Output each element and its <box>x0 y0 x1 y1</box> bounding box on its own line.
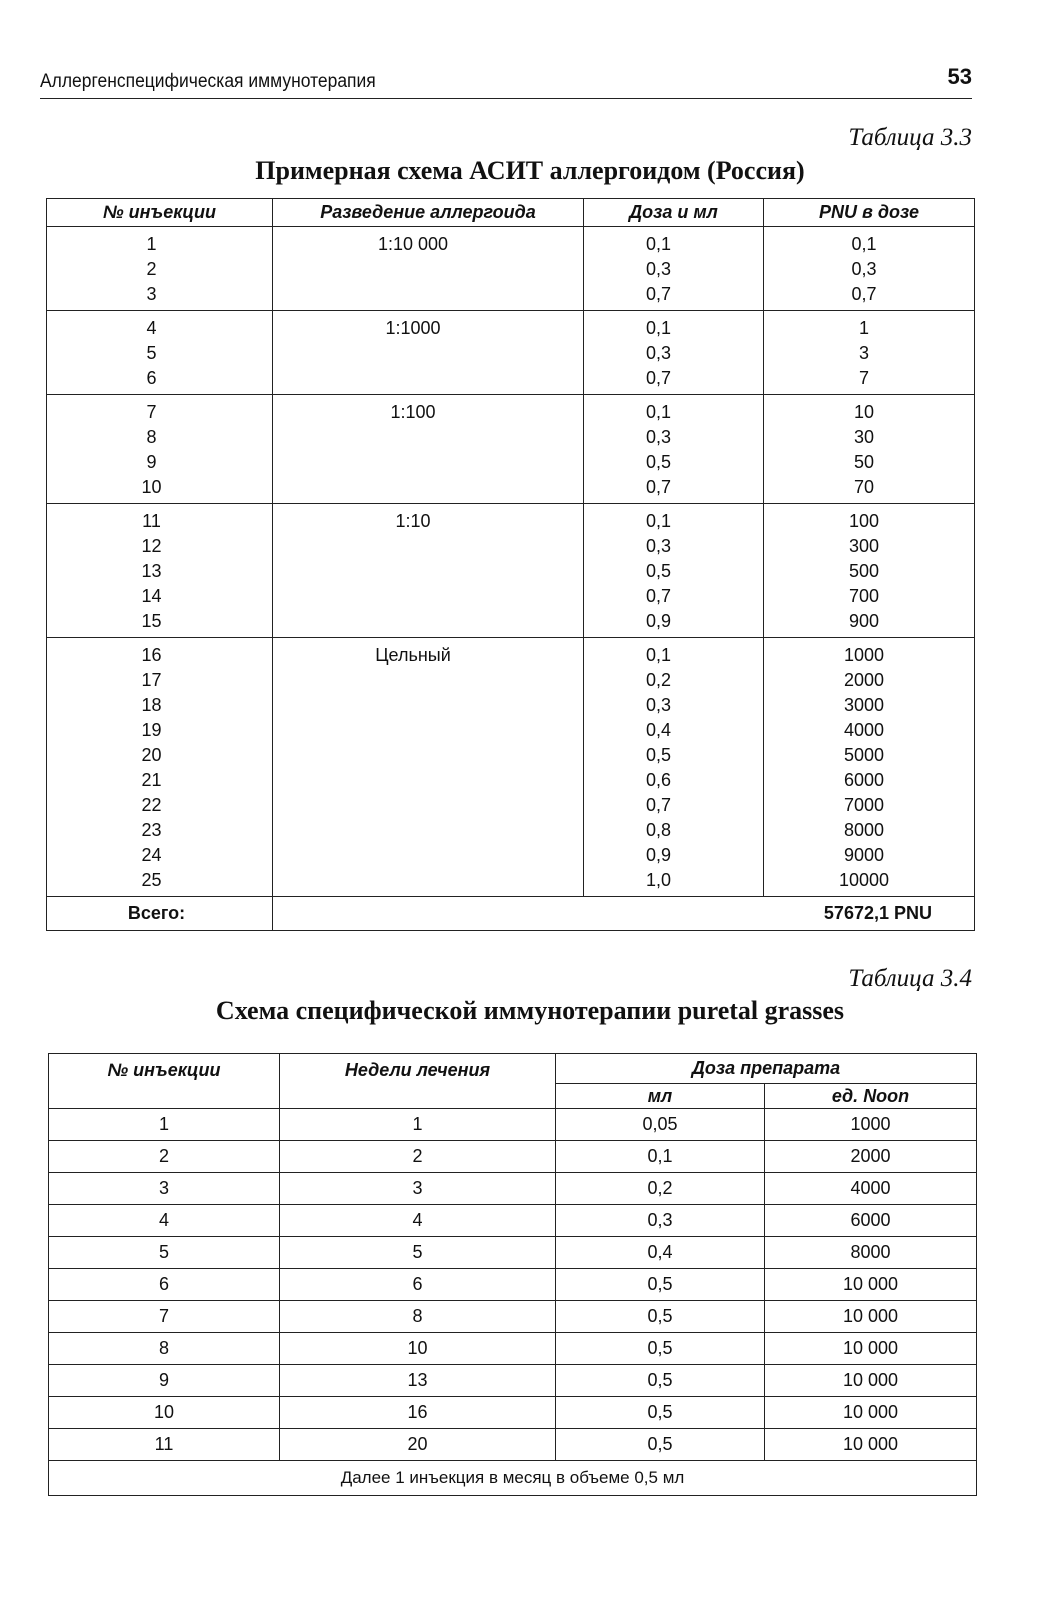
dose-cell-value: 0,5 <box>645 745 672 765</box>
dose-cell-value: 0,7 <box>645 284 672 304</box>
table-row <box>49 1205 977 1237</box>
dilution-value: 1:10 000 <box>377 234 449 254</box>
dose-cell-value: 0,1 <box>645 645 672 665</box>
pnu-cell-value: 1 <box>858 318 869 338</box>
dilution-value: 1:1000 <box>385 318 441 338</box>
dose-cell-value: 0,3 <box>645 259 672 279</box>
dose-cell <box>584 395 764 504</box>
injection-number-cell-value: 22 <box>141 795 162 815</box>
injection-number-cell-value: 15 <box>141 611 162 631</box>
pnu-cell-value: 5000 <box>843 745 885 765</box>
dose-cell-value: 0,9 <box>645 845 672 865</box>
pnu-cell-value: 0,1 <box>851 234 877 254</box>
injection-number-cell-value: 11 <box>142 511 161 531</box>
table-3-4-label: Таблица 3.4 <box>848 965 972 992</box>
dose-noon-cell: 1000 <box>765 1109 977 1141</box>
dose-cell <box>584 638 764 897</box>
dose-cell-value: 0,1 <box>645 318 672 338</box>
total-row <box>47 897 975 931</box>
col-header-dose-group: Доза препарата <box>556 1054 977 1084</box>
injection-number-cell <box>47 395 273 504</box>
week-cell: 8 <box>280 1301 556 1333</box>
dilution-group-row <box>47 227 975 311</box>
pnu-cell-value: 70 <box>853 477 875 497</box>
injection-number-cell-value: 24 <box>141 845 162 865</box>
injection-number-cell: 1 <box>49 1109 280 1141</box>
dilution-group-row <box>47 311 975 395</box>
dose-ml-cell: 0,05 <box>556 1109 765 1141</box>
week-cell: 16 <box>280 1397 556 1429</box>
injection-number-cell: 8 <box>49 1333 280 1365</box>
dilution-value: 1:10 <box>395 511 431 531</box>
injection-number-cell <box>47 504 273 638</box>
injection-number-cell: 10 <box>49 1397 280 1429</box>
injection-number-cell-value: 13 <box>141 561 162 581</box>
dose-ml-cell: 0,2 <box>556 1173 765 1205</box>
week-cell: 5 <box>280 1237 556 1269</box>
total-value: 57672,1 PNU <box>273 897 975 931</box>
pnu-cell-value: 0,7 <box>851 284 877 304</box>
col-header-dose: Доза и мл <box>584 199 764 227</box>
injection-number-cell-value: 12 <box>141 536 162 556</box>
injection-number-cell-value: 10 <box>141 477 162 497</box>
pnu-cell-value: 6000 <box>843 770 885 790</box>
table-header-row <box>47 199 975 227</box>
dose-cell-value: 0,1 <box>645 402 672 422</box>
injection-number-cell: 7 <box>49 1301 280 1333</box>
dose-ml-cell: 0,5 <box>556 1301 765 1333</box>
injection-number-cell-value: 21 <box>141 770 162 790</box>
table-note: Далее 1 инъекция в месяц в объеме 0,5 мл <box>49 1461 977 1496</box>
injection-number-cell-value: 17 <box>141 670 162 690</box>
total-label: Всего: <box>47 897 273 931</box>
running-head <box>40 64 972 99</box>
week-cell: 13 <box>280 1365 556 1397</box>
dose-cell-value: 0,6 <box>645 770 672 790</box>
allergoid-schedule-table <box>46 198 975 931</box>
dose-noon-cell: 10 000 <box>765 1365 977 1397</box>
dose-cell <box>584 504 764 638</box>
table-header-row <box>49 1054 977 1084</box>
pnu-cell-value: 2000 <box>843 670 885 690</box>
table-3-4-title: Схема специфической иммунотерапии puretal grasses <box>215 996 845 1025</box>
dose-cell-value: 0,3 <box>645 536 672 556</box>
dose-cell-value: 0,3 <box>645 343 672 363</box>
dose-ml-cell: 0,5 <box>556 1333 765 1365</box>
dilution-value: Цельный <box>375 645 451 665</box>
week-cell: 1 <box>280 1109 556 1141</box>
week-cell: 4 <box>280 1205 556 1237</box>
dose-cell-value: 0,5 <box>645 561 672 581</box>
col-header-injection: № инъекции <box>47 199 273 227</box>
dose-ml-cell: 0,3 <box>556 1205 765 1237</box>
pnu-cell-value: 10000 <box>838 870 890 890</box>
injection-number-cell-value: 7 <box>146 402 157 422</box>
col-header-pnu: PNU в дозе <box>764 199 975 227</box>
dose-cell-value: 0,7 <box>645 586 672 606</box>
dose-noon-cell: 6000 <box>765 1205 977 1237</box>
injection-number-cell-value: 18 <box>141 695 162 715</box>
col-header-weeks: Недели лечения <box>280 1054 556 1109</box>
pnu-cell <box>764 638 975 897</box>
col-header-dilution: Разведение аллергоида <box>273 199 584 227</box>
dilution-group-row <box>47 504 975 638</box>
injection-number-cell-value: 8 <box>146 427 157 447</box>
injection-number-cell-value: 25 <box>141 870 162 890</box>
dose-cell-value: 0,5 <box>645 452 672 472</box>
dose-noon-cell: 8000 <box>765 1237 977 1269</box>
injection-number-cell-value: 6 <box>146 368 157 388</box>
dose-cell-value: 0,9 <box>645 611 672 631</box>
dilution-cell <box>273 638 584 897</box>
week-cell: 10 <box>280 1333 556 1365</box>
week-cell: 2 <box>280 1141 556 1173</box>
dose-ml-cell: 0,5 <box>556 1429 765 1461</box>
pnu-cell <box>764 311 975 395</box>
dilution-group-row <box>47 395 975 504</box>
pnu-cell-value: 500 <box>848 561 880 581</box>
pnu-cell-value: 1000 <box>843 645 885 665</box>
injection-number-cell-value: 3 <box>146 284 157 304</box>
note-row <box>49 1461 977 1496</box>
dilution-cell <box>273 227 584 311</box>
pnu-cell <box>764 504 975 638</box>
week-cell: 6 <box>280 1269 556 1301</box>
dose-noon-cell: 10 000 <box>765 1269 977 1301</box>
dose-cell <box>584 227 764 311</box>
pnu-cell <box>764 227 975 311</box>
dilution-cell <box>273 311 584 395</box>
dilution-cell <box>273 395 584 504</box>
injection-number-cell: 6 <box>49 1269 280 1301</box>
table-row <box>49 1397 977 1429</box>
injection-number-cell-value: 20 <box>141 745 162 765</box>
table-row <box>49 1365 977 1397</box>
dose-noon-cell: 2000 <box>765 1141 977 1173</box>
dose-ml-cell: 0,5 <box>556 1269 765 1301</box>
injection-number-cell: 9 <box>49 1365 280 1397</box>
table-row <box>49 1141 977 1173</box>
dose-cell-value: 0,4 <box>645 720 672 740</box>
week-cell: 20 <box>280 1429 556 1461</box>
pnu-cell-value: 50 <box>853 452 875 472</box>
injection-number-cell-value: 2 <box>146 259 157 279</box>
injection-number-cell: 11 <box>49 1429 280 1461</box>
pnu-cell-value: 30 <box>853 427 875 447</box>
week-cell: 3 <box>280 1173 556 1205</box>
dose-noon-cell: 10 000 <box>765 1429 977 1461</box>
dose-ml-cell: 0,1 <box>556 1141 765 1173</box>
dilution-value: 1:100 <box>390 402 436 422</box>
table-row <box>49 1269 977 1301</box>
dose-ml-cell: 0,5 <box>556 1365 765 1397</box>
dose-ml-cell: 0,4 <box>556 1237 765 1269</box>
injection-number-cell-value: 1 <box>146 234 157 254</box>
table-row <box>49 1237 977 1269</box>
injection-number-cell: 4 <box>49 1205 280 1237</box>
injection-number-cell-value: 19 <box>141 720 162 740</box>
table-3-3-label: Таблица 3.3 <box>848 124 972 151</box>
injection-number-cell: 2 <box>49 1141 280 1173</box>
dose-cell-value: 0,1 <box>645 511 672 531</box>
dose-ml-cell: 0,5 <box>556 1397 765 1429</box>
pnu-cell-value: 3000 <box>843 695 885 715</box>
col-header-ml: мл <box>556 1084 765 1109</box>
injection-number-cell-value: 4 <box>146 318 157 338</box>
pnu-cell-value: 700 <box>848 586 880 606</box>
pnu-cell-value: 100 <box>848 511 880 531</box>
table-row <box>49 1301 977 1333</box>
injection-number-cell: 3 <box>49 1173 280 1205</box>
pnu-cell-value: 9000 <box>843 845 885 865</box>
dose-cell-value: 0,2 <box>645 670 672 690</box>
dose-cell-value: 0,3 <box>645 427 672 447</box>
page-number: 53 <box>947 64 972 89</box>
pnu-cell-value: 7000 <box>843 795 885 815</box>
dilution-cell <box>273 504 584 638</box>
pnu-cell-value: 4000 <box>843 720 885 740</box>
injection-number-cell <box>47 311 273 395</box>
dose-cell-value: 0,7 <box>645 795 672 815</box>
injection-number-cell-value: 16 <box>141 645 162 665</box>
col-header-injection: № инъекции <box>49 1054 280 1109</box>
dose-cell-value: 0,3 <box>645 695 672 715</box>
puretal-schedule-table <box>48 1053 977 1496</box>
dose-cell-value: 0,7 <box>645 368 672 388</box>
pnu-cell-value: 0,3 <box>851 259 877 279</box>
injection-number-cell <box>47 638 273 897</box>
table-row <box>49 1173 977 1205</box>
pnu-cell-value: 8000 <box>843 820 885 840</box>
running-title: Аллергенспецифическая иммунотерапия <box>40 71 376 92</box>
pnu-cell-value: 900 <box>848 611 880 631</box>
pnu-cell-value: 300 <box>848 536 880 556</box>
dose-cell-value: 0,8 <box>645 820 672 840</box>
dose-noon-cell: 10 000 <box>765 1397 977 1429</box>
injection-number-cell-value: 23 <box>141 820 162 840</box>
injection-number-cell-value: 9 <box>146 452 157 472</box>
table-row <box>49 1109 977 1141</box>
dose-cell-value: 1,0 <box>645 870 672 890</box>
dose-cell <box>584 311 764 395</box>
dose-cell-value: 0,7 <box>645 477 672 497</box>
dose-noon-cell: 10 000 <box>765 1333 977 1365</box>
col-header-noon: ед. Noon <box>765 1084 977 1109</box>
injection-number-cell <box>47 227 273 311</box>
pnu-cell-value: 7 <box>858 368 869 388</box>
pnu-cell-value: 3 <box>858 343 869 363</box>
injection-number-cell: 5 <box>49 1237 280 1269</box>
dose-noon-cell: 4000 <box>765 1173 977 1205</box>
table-3-3-title: Примерная схема АСИТ аллергоидом (Россия) <box>255 156 805 185</box>
table-row <box>49 1429 977 1461</box>
pnu-cell <box>764 395 975 504</box>
dilution-group-row <box>47 638 975 897</box>
table-row <box>49 1333 977 1365</box>
dose-noon-cell: 10 000 <box>765 1301 977 1333</box>
injection-number-cell-value: 14 <box>141 586 162 606</box>
pnu-cell-value: 10 <box>853 402 875 422</box>
dose-cell-value: 0,1 <box>645 234 672 254</box>
injection-number-cell-value: 5 <box>146 343 157 363</box>
